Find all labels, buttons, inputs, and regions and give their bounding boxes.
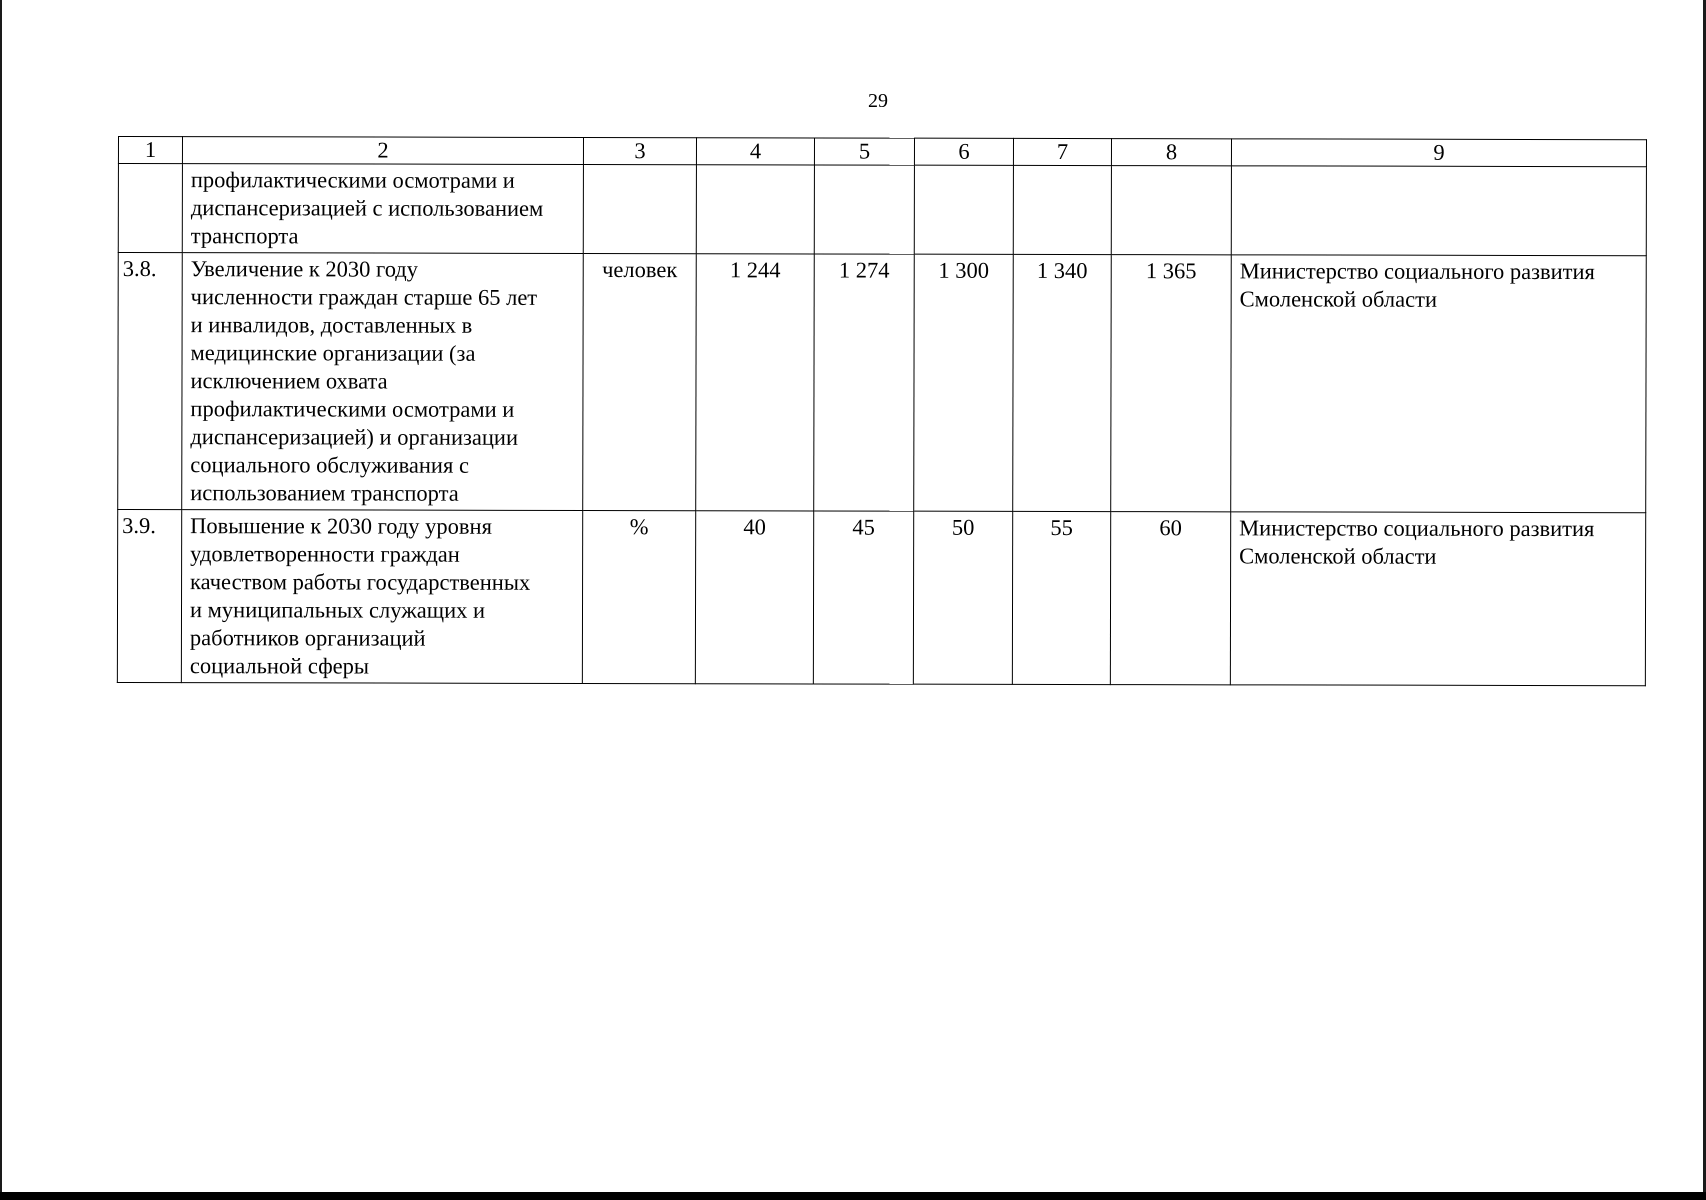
value-cell: 1 244 [696,254,815,511]
indicator-text-cell: Повышение к 2030 году уровня удовлетворенности граждан качеством работы государственных и муниципальных служащих и работников организаций социальной сферы [181,510,582,684]
unit-cell [583,164,696,253]
table-row [118,164,1646,256]
value-cell: 1 365 [1111,255,1232,512]
value-cell: 60 [1110,512,1230,685]
value-cell: 1 340 [1013,254,1112,511]
indicators-table [117,136,1647,686]
table-row [117,510,1645,686]
header-cell: 1 [118,137,182,164]
indicator-text-cell: Увеличение к 2030 году численности граждан старше 65 лет и инвалидов, доставленных в медицинские организации (за исключением охвата профилактическими осмотрами и диспансеризацией) и организации социального обслуживания с использованием транспорта [182,253,584,511]
value-cell: 40 [695,511,813,684]
row-number-cell: 3.8. [118,253,183,510]
header-cell: 9 [1231,139,1646,167]
responsible-cell [1231,166,1646,256]
value-cell [1013,165,1111,254]
value-cell: 50 [913,511,1012,684]
header-cell: 2 [182,137,583,165]
header-cell: 4 [696,138,814,165]
value-cell: 45 [813,511,913,684]
table-row [118,253,1647,513]
value-cell [696,165,814,254]
value-cell [814,165,914,254]
unit-cell: человек [583,253,697,510]
value-cell [1111,166,1231,255]
header-cell: 8 [1111,139,1231,166]
scan-edge-left [0,0,2,1192]
row-number-cell [118,164,182,253]
unit-cell: % [582,510,695,683]
header-cell: 3 [583,137,696,164]
value-cell: 1 274 [814,254,915,511]
responsible-cell: Министерство социального развития Смоленской области [1230,512,1645,686]
responsible-cell: Министерство социального развития Смоленской области [1231,255,1647,513]
page-number: 29 [868,90,888,112]
indicator-text-cell: профилактическими осмотрами и диспансеризацией с использованием транспорта [182,164,583,254]
header-cell: 7 [1013,138,1111,165]
value-cell [914,165,1013,254]
table-header-row [118,137,1646,167]
value-cell: 1 300 [914,254,1014,511]
header-cell: 6 [914,138,1013,165]
value-cell: 55 [1012,511,1110,684]
scan-edge-bottom [0,1192,1706,1200]
header-cell: 5 [814,138,914,165]
row-number-cell: 3.9. [117,510,181,683]
